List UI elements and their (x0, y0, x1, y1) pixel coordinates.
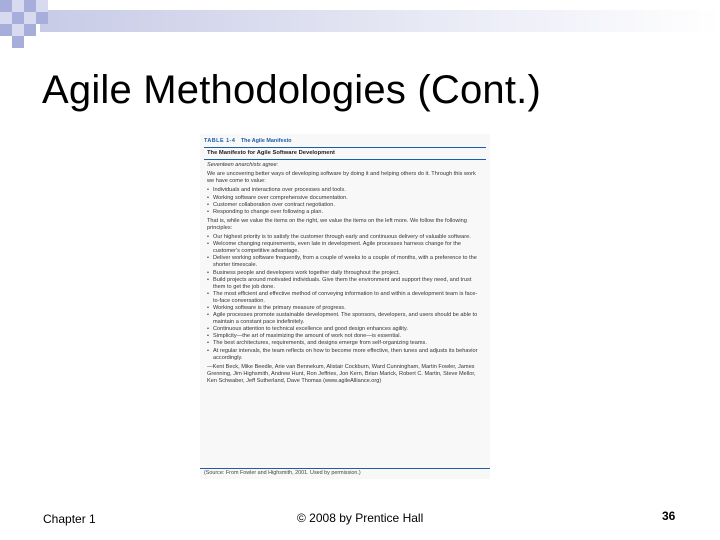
principles-list (207, 234, 483, 362)
table-caption-text: The Agile Manifesto (240, 138, 292, 144)
principle-item: • Agile processes promote sustainable development. The sponsors, developers, and users should be able to maintain a constant pace indefinitely. (207, 312, 483, 326)
table-caption (200, 134, 490, 145)
footer-copyright: © 2008 by Prentice Hall (297, 511, 424, 525)
deco-square (24, 24, 36, 36)
slide-title: Agile Methodologies (Cont.) (42, 68, 541, 112)
principle-item: • Our highest priority is to satisfy the customer through early and continuous delivery of valuable software. (207, 234, 483, 241)
principle-item: • Deliver working software frequently, from a couple of weeks to a couple of months, with a preference to the shorter timescale. (207, 255, 483, 269)
deco-square (0, 24, 12, 36)
page-number: 36 (662, 509, 676, 523)
table-authors: —Kent Beck, Mike Beedle, Arie van Bennekum, Alistair Cockburn, Ward Cunningham, Martin Fowler, James Grenning, Jim Highsmith, Andrew Hunt, Ron Jeffries, Jon Kern, Brian Marick, Robert C. Martin, Steve Mellor, Ken Schwaber, Jeff Sutherland, Dave Thomas (www.agileAlliance.org) (207, 363, 476, 384)
principle-item: • Build projects around motivated individuals. Give them the environment and support they need, and trust them to get the job done. (207, 277, 483, 291)
deco-square (36, 12, 48, 24)
deco-square (12, 36, 24, 48)
deco-square (12, 24, 24, 36)
principle-item: • Simplicity—the art of maximizing the amount of work not done—is essential. (207, 333, 483, 340)
principle-item: • At regular intervals, the team reflects on how to become more effective, then tunes and adjusts its behavior accordingly. (207, 348, 483, 362)
value-item: • Working software over comprehensive documentation. (207, 195, 483, 202)
table-source: (Source: From Fowler and Highsmith, 2001. Used by permission.) (200, 468, 490, 476)
principle-item: • The best architectures, requirements, and designs emerge from self-organizing teams. (207, 340, 483, 347)
value-item: • Individuals and interactions over processes and tools. (207, 187, 483, 194)
deco-square (24, 12, 36, 24)
value-item: • Responding to change over following a plan. (207, 209, 483, 216)
table-intro: Seventeen anarchists agree: (207, 162, 279, 169)
deco-square (0, 12, 12, 24)
table-body (200, 160, 490, 385)
deco-square (12, 0, 24, 12)
manifesto-table (200, 134, 490, 479)
table-middle: That is, while we value the items on the right, we value the items on the left more. We follow the following principles: (207, 217, 467, 231)
table-lead: We are uncovering better ways of developing software by doing it and helping others do it. Through this work we have come to value: (207, 171, 476, 185)
deco-square (24, 0, 36, 12)
principle-item: • Welcome changing requirements, even late in development. Agile processes harness change for the customer's competitive advantage. (207, 241, 483, 255)
principle-item: • Continuous attention to technical excellence and good design enhances agility. (207, 326, 483, 333)
principle-item: • Business people and developers work together daily throughout the project. (207, 270, 483, 277)
table-heading: The Manifesto for Agile Software Development (204, 148, 486, 160)
deco-square (36, 0, 48, 12)
table-number: TABLE 1-4 (204, 138, 236, 144)
principle-item: • Working software is the primary measure of progress. (207, 305, 483, 312)
deco-square (12, 12, 24, 24)
header-gradient-bar (40, 10, 720, 32)
footer-chapter: Chapter 1 (43, 512, 96, 526)
value-item: • Customer collaboration over contract negotiation. (207, 202, 483, 209)
deco-square (0, 0, 12, 12)
values-list (207, 187, 483, 215)
principle-item: • The most efficient and effective method of conveying information to and within a development team is face-to-face conversation. (207, 291, 483, 305)
